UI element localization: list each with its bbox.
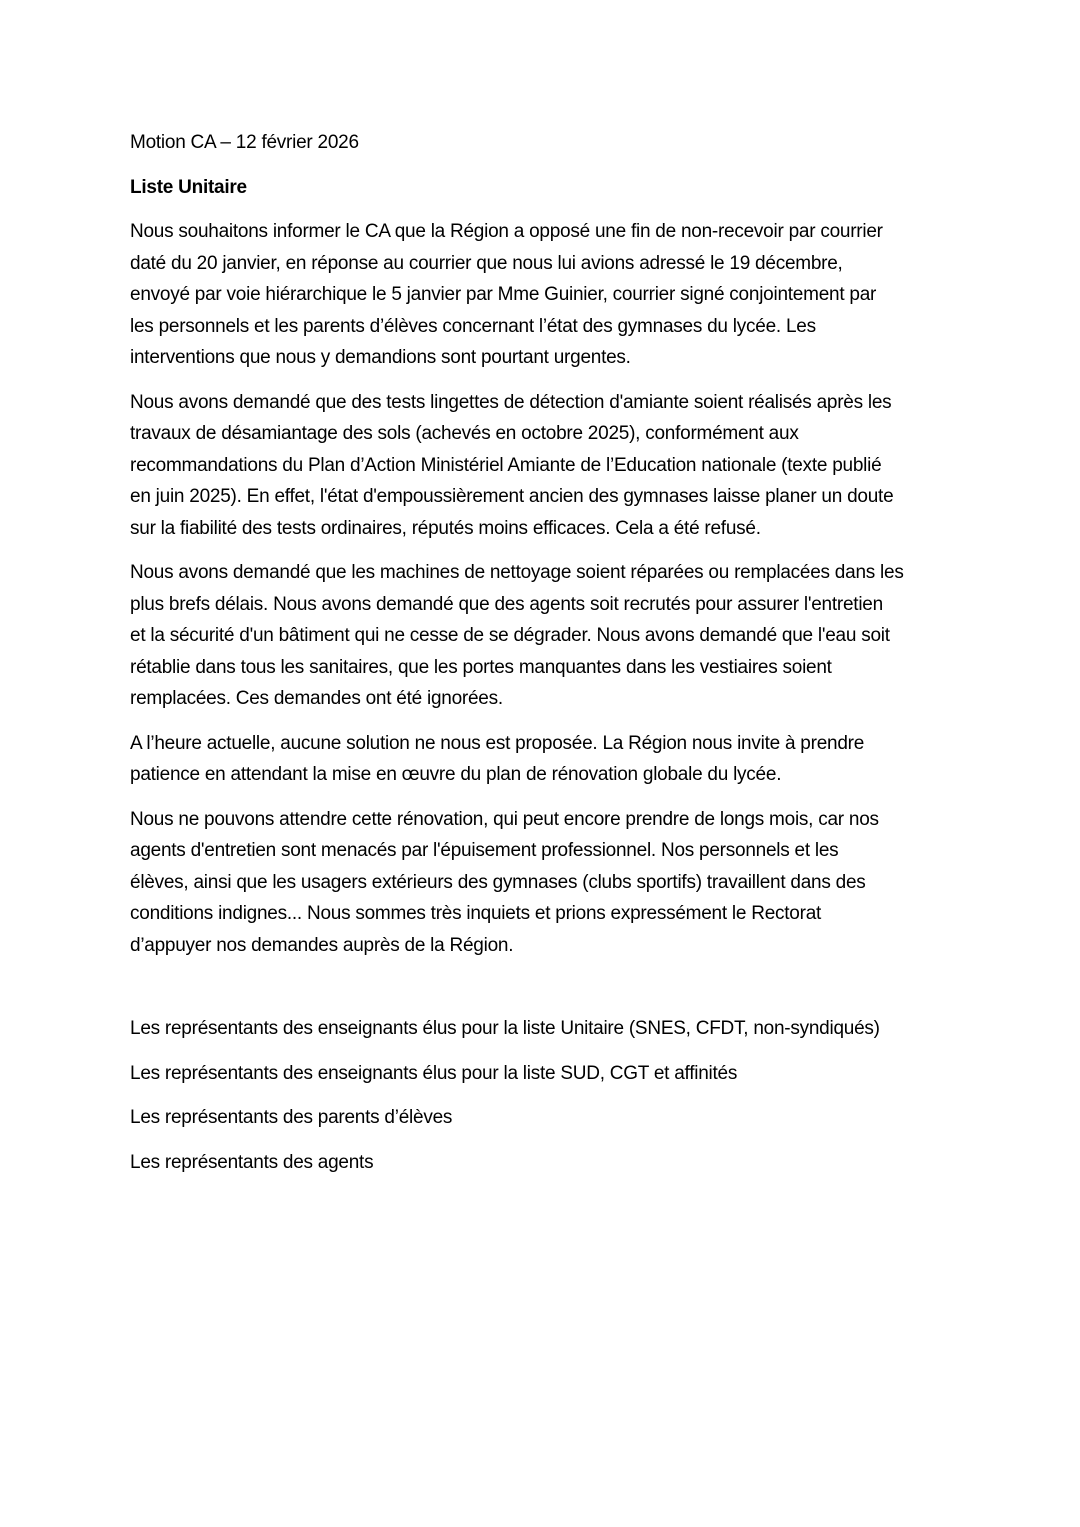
text-line: patience en attendant la mise en œuvre du plan de rénovation globale du lycée. — [130, 764, 782, 785]
text-line: les personnels et les parents d’élèves concernant l’état des gymnases du lycée. Les — [130, 315, 816, 337]
text-line: en juin 2025). En effet, l'état d'empoussièrement ancien des gymnases laisse planer un doute — [130, 486, 894, 507]
text-line: et la sécurité d'un bâtiment qui ne cesse de se dégrader. Nous avons demandé que l'eau soit — [130, 625, 890, 646]
document-title: Motion CA – 12 février 2026 — [130, 132, 359, 153]
text-line: A l’heure actuelle, aucune solution ne nous est proposée. La Région nous invite à prendre — [130, 732, 865, 754]
text-line: agents d'entretien sont menacés par l'épuisement professionnel. Nos personnels et les — [130, 840, 839, 861]
signature-line-3: Les représentants des parents d’élèves — [130, 1107, 453, 1128]
signature-line-1: Les représentants des enseignants élus pour la liste Unitaire (SNES, CFDT, non-syndiqués) — [130, 1018, 880, 1039]
signature-line-2: Les représentants des enseignants élus pour la liste SUD, CGT et affinités — [130, 1062, 738, 1084]
signature-block — [130, 1013, 962, 1178]
text-line: sur la fiabilité des tests ordinaires, réputés moins efficaces. Cela a été refusé. — [130, 517, 761, 539]
text-line: d’appuyer nos demandes auprès de la Région. — [130, 934, 514, 956]
paragraph-4 — [130, 728, 962, 791]
text-line: plus brefs délais. Nous avons demandé que des agents soit recrutés pour assurer l'entretien — [130, 593, 883, 615]
text-line: rétablie dans tous les sanitaires, que les portes manquantes dans les vestiaires soient — [130, 656, 832, 678]
paragraph-2 — [130, 387, 962, 545]
paragraph-3 — [130, 557, 962, 715]
document-subtitle: Liste Unitaire — [130, 176, 247, 198]
text-line: envoyé par voie hiérarchique le 5 janvier par Mme Guinier, courrier signé conjointement par — [130, 284, 877, 305]
signature-line-4: Les représentants des agents — [130, 1151, 374, 1173]
paragraph-1 — [130, 216, 962, 374]
text-line: daté du 20 janvier, en réponse au courrier que nous lui avions adressé le 19 décembre, — [130, 252, 843, 274]
text-line: travaux de désamiantage des sols (achevés en octobre 2025), conformément aux — [130, 423, 799, 444]
text-line: remplacées. Ces demandes ont été ignorées. — [130, 688, 503, 709]
text-line: recommandations du Plan d’Action Ministériel Amiante de l’Education nationale (texte publié — [130, 454, 882, 476]
text-line: conditions indignes... Nous sommes très inquiets et prions expressément le Rectorat — [130, 903, 822, 924]
text-line: élèves, ainsi que les usagers extérieurs des gymnases (clubs sportifs) travaillent dans des — [130, 871, 866, 893]
text-line: interventions que nous y demandions sont pourtant urgentes. — [130, 347, 631, 368]
text-line: Nous avons demandé que les machines de nettoyage soient réparées ou remplacées dans les — [130, 562, 904, 583]
text-line: Nous avons demandé que des tests lingettes de détection d'amiante soient réalisés après les — [130, 391, 892, 413]
text-line: Nous ne pouvons attendre cette rénovation, qui peut encore prendre de longs mois, car nos — [130, 808, 879, 830]
text-line: Nous souhaitons informer le CA que la Région a opposé une fin de non-recevoir par courrier — [130, 221, 883, 242]
paragraph-5 — [130, 804, 962, 962]
